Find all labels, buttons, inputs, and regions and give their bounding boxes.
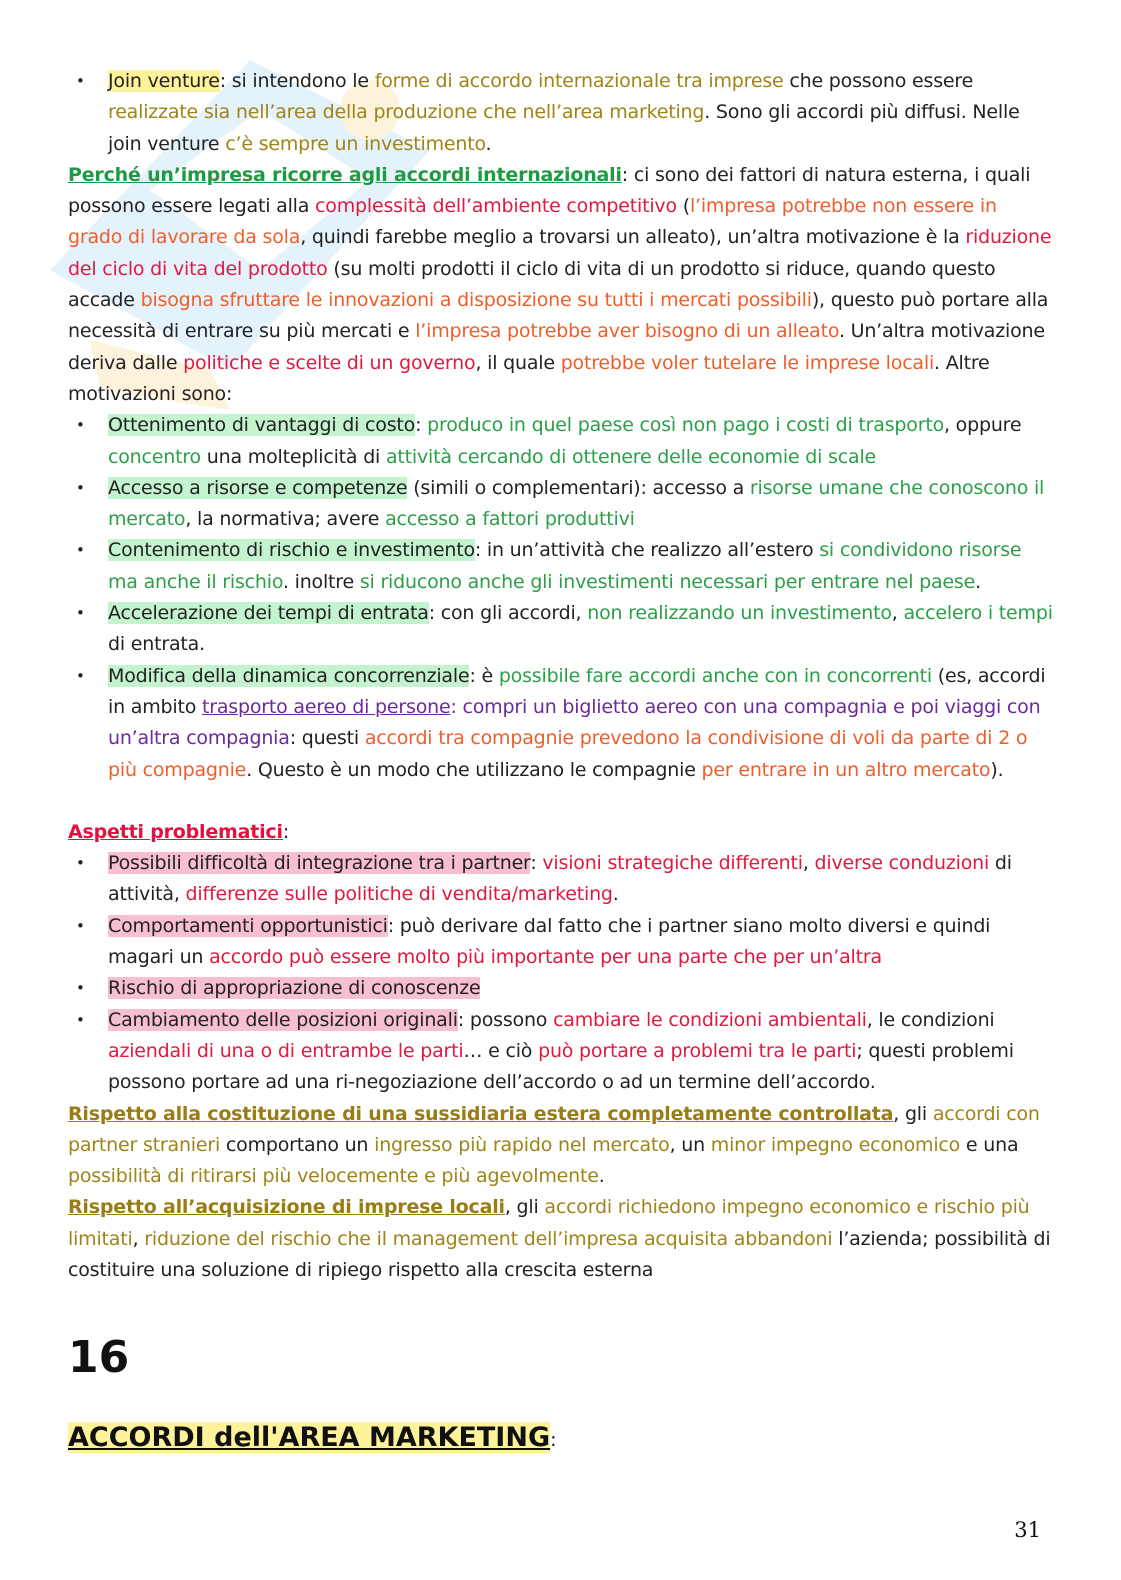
list-item-problem: • Cambiamento delle posizioni originali: possono cambiare le condizioni ambientali, le condizioni aziendali di una o di entrambe le parti… e ciò può portare a problemi tra le parti; questi problemi possono portare ad una ri-negoziazione dell’accordo o ad un termine dell’accordo. [68,1005,1053,1099]
motivation-term: Ottenimento di vantaggi di costo [108,414,416,437]
list-item-problem [68,973,1053,1004]
problem-term: Rischio di appropriazione di conoscenze [108,977,481,1000]
problem-term: Cambiamento delle posizioni originali [108,1008,458,1031]
heading-problematic-aspects: Aspetti problematici [68,820,283,843]
paragraph-why-agreements: Perché un’impresa ricorre agli accordi internazionali: ci sono dei fattori di natura esterna, i quali possono essere legati alla complessità dell’ambiente competitivo (l’impresa potrebbe non essere in grado di lavorare da sola, quindi farebbe meglio a trovarsi un alleato), un’altra motivazione è la riduzione del ciclo di vita del prodotto (su molti prodotti il ciclo di vita di un prodotto si riduce, quando questo accade bisogna sfruttare le innovazioni a disposizione su tutti i mercati possibili), questo può portare alla necessità di entrare su più mercati e l’impresa potrebbe aver bisogno di un alleato. Un’altra motivazione deriva dalle politiche e scelte di un governo, il quale potrebbe voler tutelare le imprese locali. Altre motivazioni sono: [68,163,1052,405]
motivation-term: Contenimento di rischio e investimento [108,539,475,562]
section-title: ACCORDI dell'AREA MARKETING [68,1422,551,1453]
motivations-list [68,410,1053,786]
problems-list [68,848,1053,1098]
list-item-problem: • Comportamenti opportunistici: può derivare dal fatto che i partner siano molto diversi e quindi magari un accordo può essere molto più importante per una parte che per un’altra [68,911,1053,974]
list-item-motivation: • Contenimento di rischio e investimento: in un’attività che realizzo all’estero si condividono risorse ma anche il rischio. inoltre si riducono anche gli investimenti necessari per entrare nel paese. [68,535,1053,598]
list-item-problem: • Possibili difficoltà di integrazione tra i partner: visioni strategiche differenti, diverse conduzioni di attività, differenze sulle politiche di vendita/marketing. [68,848,1053,911]
paragraph-subsidiary: Rispetto alla costituzione di una sussidiaria estera completamente controllata, gli accordi con partner stranieri comportano un ingresso più rapido nel mercato, un minor impegno economico e una possibilità di ritirarsi più velocemente e più agevolmente. [68,1102,1040,1188]
underlined-example: trasporto aereo di persone [201,695,451,718]
list-item-motivation: • Ottenimento di vantaggi di costo: produco in quel paese così non pago i costi di trasporto, oppure concentro una molteplicità di attività cercando di ottenere delle economie di scale [68,410,1053,473]
spacer [68,786,1053,817]
list-item-motivation: • Modifica della dinamica concorrenziale: è possibile fare accordi anche con in concorrenti (es, accordi in ambito trasporto aereo di persone: compri un biglietto aereo con una compagnia e poi viaggi con un’altra compagnia: questi accordi tra compagnie prevedono la condivisione di voli da parte di 2 o più compagnie. Questo è un modo che utilizzano le compagnie per entrare in un altro mercato). [68,661,1053,786]
motivation-term: Accelerazione dei tempi di entrata [108,602,429,625]
list-item-joint-venture: • Join venture: si intendono le forme di accordo internazionale tra imprese che possono essere realizzate sia nell’area della produzione che nell’area marketing. Sono gli accordi più diffusi. Nelle join venture c’è sempre un investimento. [68,66,1053,160]
paragraph-problems-heading: Aspetti problematici: [68,820,290,843]
heading-acquisition: Rispetto all’acquisizione di imprese locali [68,1196,505,1219]
problem-term: Possibili difficoltà di integrazione tra i partner [108,852,531,875]
list-item-motivation: • Accesso a risorse e competenze (simili o complementari): accesso a risorse umane che conoscono il mercato, la normativa; avere accesso a fattori produttivi [68,473,1053,536]
page-content [68,66,1053,1286]
problem-term: Comportamenti opportunistici [108,914,388,937]
chapter-number: 16 [68,1332,130,1383]
heading-why-agreements: Perché un’impresa ricorre agli accordi internazionali [68,163,622,186]
heading-subsidiary: Rispetto alla costituzione di una sussidiaria estera completamente controllata [68,1102,894,1125]
term-joint-venture: Join venture [108,70,220,92]
motivation-term: Accesso a risorse e competenze [108,476,408,499]
motivation-term: Modifica della dinamica concorrenziale [108,664,470,687]
page-number: 31 [1014,1518,1041,1542]
paragraph-acquisition: Rispetto all’acquisizione di imprese locali, gli accordi richiedono impegno economico e rischio più limitati, riduzione del rischio che il management dell’impresa acquisita abbandoni l’azienda; possibilità di costituire una soluzione di ripiego rispetto alla crescita esterna [68,1196,1051,1281]
section-heading: ACCORDI dell'AREA MARKETING: [68,1422,557,1453]
joint-venture-list [68,66,1053,160]
list-item-motivation: • Accelerazione dei tempi di entrata: con gli accordi, non realizzando un investimento, accelero i tempi di entrata. [68,598,1053,661]
